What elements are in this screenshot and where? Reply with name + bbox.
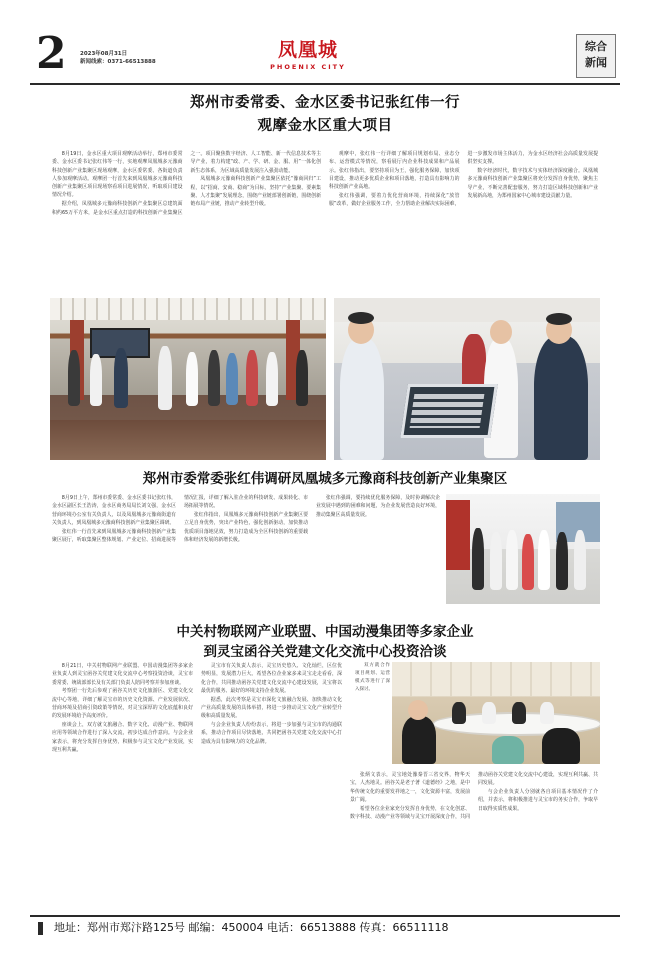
body-paragraph: 数字经济时代，数字技术与实体经济深度融合。凤凰城多元豫商科技创新产业集聚区将充分发挥自身优势，聚焦主导产业，不断完善配套服务，努力打造区域科技创新和产业发展新高地，为郑州国家中心城市建设贡献力量。 — [467, 168, 598, 199]
footer — [30, 915, 620, 937]
article1-headline — [30, 92, 620, 138]
photo-product-demo — [334, 298, 600, 460]
body-paragraph: 张红伟指出，凤凰城多元豫商科技创新产业集聚区要立足自身优势，突出产业特色，强化创新驱动，加快推动优质项目落地见效，努力打造成为全区科技创新的重要载体和经济发展的新增长极。 — [184, 512, 308, 543]
body-paragraph: 双方就合作项目规划、运营模式等进行了深入探讨。 — [355, 663, 390, 692]
news-hotline: 新闻线索：0371-66513888 — [80, 59, 156, 65]
article2-body — [52, 494, 440, 612]
body-paragraph: 据介绍，凤凰城多元豫商科技创新产业集聚区总建筑面积约65万平方米，是金水区重点打造的科技创新产业集聚区之一。项目聚焦数字经济、人工智能、新一代信息技术等主导产业，着力构建“政、产、学、研、金、服、用”一体化创新生态体系，为区域高质量发展注入强劲动能。 — [52, 151, 321, 216]
body-paragraph: 考察团一行先后参观了函谷关历史文化旅游区、党建文化交流中心等地，详细了解灵宝市的历史文化资源、产业发展状况、营商环境及招商引资政策等情况，对灵宝深厚的文化底蕴和良好的发展环境给予高度评价。 — [52, 688, 193, 720]
body-paragraph: 张红伟强调，要持续优化服务保障，及时协调解决企业发展中遇到的困难和问题，为企业发展营造良好环境，推动集聚区高质量发展。 — [316, 495, 440, 518]
newspaper-logo — [248, 38, 368, 76]
masthead-meta — [80, 50, 156, 66]
article2-headline: 郑州市委常委张红伟调研凤凰城多元豫商科技创新产业集聚区 — [142, 471, 508, 487]
photo-investment-meeting — [392, 662, 600, 764]
body-paragraph: 8月21日，中关村物联网产业联盟、中国动漫集团等多家企业负责人到灵宝函谷关党建文化交流中心考察投资洽谈，灵宝市委常委、统战部部长及有关部门负责人陪同考察并参加座谈。 — [52, 663, 193, 686]
logo-english: PHOENIX CITY — [270, 63, 346, 71]
body-paragraph: 与会企业负责人分别就各自项目基本情况作了介绍，并表示，将积极推进与灵宝市的务实合作，争取早日取得实质性成果。 — [478, 789, 598, 812]
body-paragraph: 座谈会上，双方就文旅融合、数字文化、动漫产业、物联网应用等领域合作进行了深入交流，初步达成合作意向。与会企业家表示，将充分发挥自身优势，积极参与灵宝文化产业发展，实现互利共赢。 — [52, 722, 193, 753]
article3-side-column — [355, 662, 390, 767]
article3-body — [52, 662, 342, 902]
article1-title-line1: 郑州市委常委、金水区委书记张红伟一行 — [190, 95, 460, 111]
body-paragraph: 张红伟强调，要着力优化营商环境，持续深化“放管服”改革，做好企业服务工作，全力帮助企业解决实际困难，进一步激发市场主体活力，为金水区经济社会高质量发展提供坚实支撑。 — [329, 151, 598, 208]
issue-date: 2023年08月31日 — [80, 51, 128, 57]
body-paragraph: 8月9日上午，郑州市委常委、金水区委书记张红伟，金水区副区长王浩涛，金水区商务局局长刘文强，金水区营商环境办公室有关负责人，以及凤凰城多元豫商街道有关负责人，到凤凰城多元豫商科技创新产业集聚区调研。 — [52, 495, 176, 526]
article3-headline — [30, 622, 620, 662]
masthead-rule — [30, 83, 620, 85]
article1-body — [52, 150, 598, 290]
photo-exhibition-lobby — [50, 298, 326, 460]
article3-title-line2: 到灵宝函谷关党建文化交流中心投资洽谈 — [203, 644, 447, 660]
body-paragraph: 张炳文表示，灵宝地处豫秦晋三省交界，物华天宝，人杰地灵。函谷关是老子著《道德经》之地，是中华传统文化的重要发祥地之一，文化资源丰富，发展前景广阔。 — [350, 772, 470, 803]
body-paragraph: 与会企业负责人纷纷表示，将进一步加强与灵宝市的沟通联系，推动合作项目尽快落地，共同把函谷关党建文化交流中心打造成为具有影响力的文化品牌。 — [201, 722, 342, 745]
article3-tail-body — [350, 771, 598, 902]
page-number: 2 — [36, 28, 67, 79]
body-paragraph: 凤凰城多元豫商科技创新产业集聚区依托“豫商回归”工程，以“招商、安商、稳商”为目标，坚持“产业集聚、要素集聚、人才集聚”发展理念，围绕产业链部署创新链，围绕创新链布局产业链，推动产业转型升级。 — [190, 176, 321, 208]
body-paragraph: 灵宝市有关负责人表示，灵宝历史悠久、文化灿烂，区位优势明显，发展潜力巨大。希望各位企业家多来灵宝走走看看，深化合作，共同推动函谷关党建文化交流中心建设发展，灵宝将以最优的服务、最好的环境支持企业发展。 — [201, 663, 342, 694]
body-paragraph: 观摩中，张红伟一行详细了解项目规划布局、业态分布、运营模式等情况，察看展厅内企业科技成果和产品展示。张红伟指出，要坚持项目为王，强化服务保障，加快项目建设，推动更多优质企业和项目落地，打造具有影响力的科技创新产业高地。 — [329, 151, 460, 191]
logo-chinese: 凤凰城 — [277, 39, 338, 61]
section-label-line1: 综合 — [585, 40, 607, 53]
body-paragraph: 8月19日，金水区重大项目观摩活动举行，郑州市委常委、金水区委书记张红伟等一行，实地观摩凤凰城多元豫商科技创新产业集聚区现场观摩，金水区委常委、各街道负责人参加观摩活动。观摩团一行首先来到凤凰城多元豫商科技创新产业集聚区项目现场察看项目进展情况，听取项目建设情况介绍。 — [52, 151, 183, 199]
footer-contact: 地址：郑州市郑汴路125号 邮编：450004 电话：66513888 传真：66511118 — [54, 921, 449, 934]
body-paragraph: 希望各位企业家充分发挥自身优势，在文化创意、数字科技、动漫产业等领域与灵宝开展深度合作，共同推动函谷关党建文化交流中心建设，实现互利共赢、共同发展。 — [350, 772, 598, 820]
body-paragraph: 张红伟一行首先来到凤凰城多元豫商科技创新产业集聚区展厅，听取集聚区整体规划、产业定位、招商进展等情况汇报，详细了解入驻企业的科技研发、成果转化、市场拓展等情况。 — [52, 495, 308, 543]
article3-title-line1: 中关村物联网产业联盟、中国动漫集团等多家企业 — [176, 624, 474, 640]
photo-site-tour — [446, 494, 600, 604]
section-label — [576, 34, 616, 78]
body-paragraph: 据悉，此次考察是灵宝市深化文旅融合发展、加快推动文化产业高质量发展的具体举措，将进一步推动灵宝文化产业转型升级和高质量发展。 — [201, 696, 342, 720]
footer-marker — [38, 922, 43, 935]
article1-title-line2: 观摩金水区重大项目 — [257, 118, 393, 134]
section-label-line2: 新闻 — [585, 56, 607, 69]
masthead — [30, 28, 620, 82]
